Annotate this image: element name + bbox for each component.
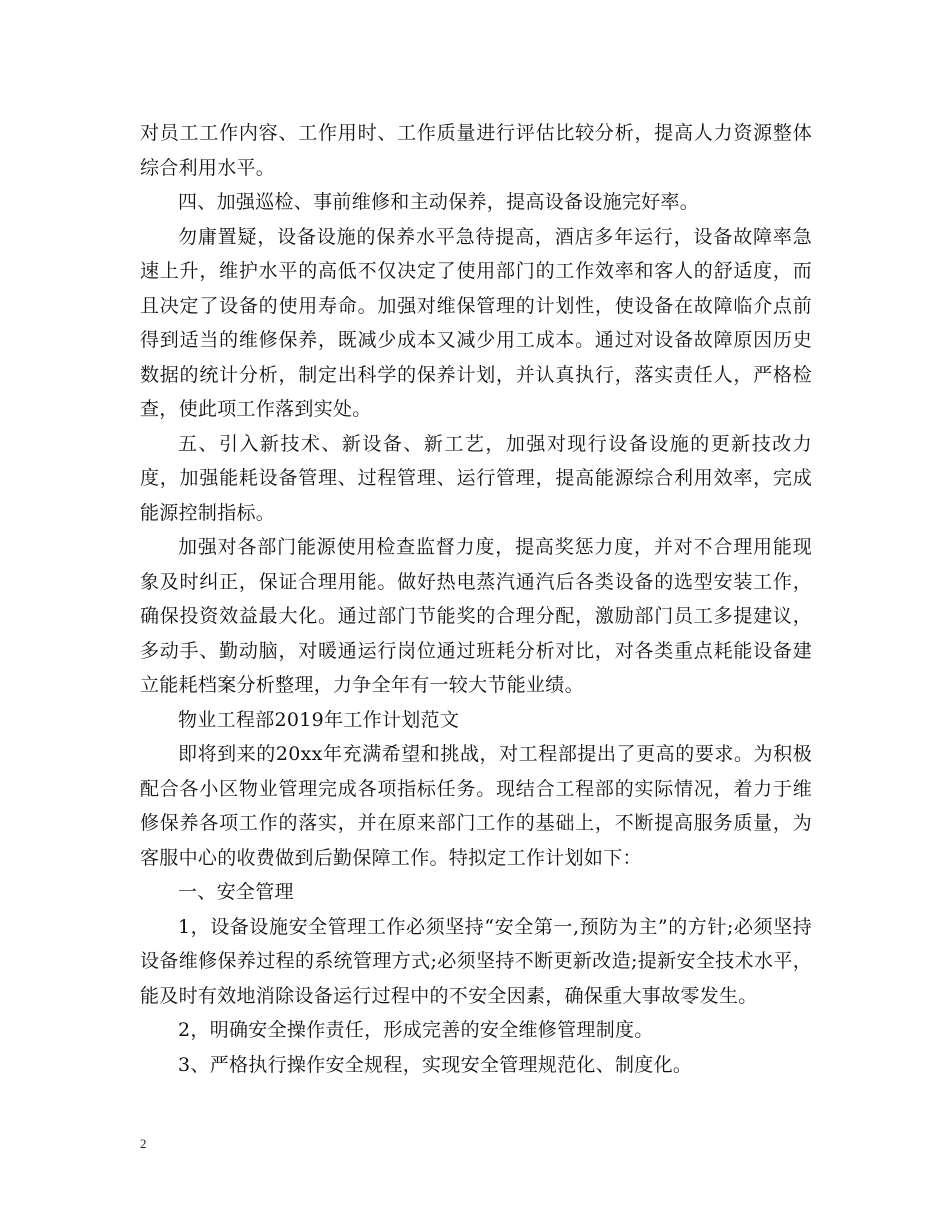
paragraph-section-5-heading: 五、引入新技术、新设备、新工艺，加强对现行设备设施的更新技改力度，加强能耗设备管理、过程管理、运行管理，提高能源综合利用效率，完成能源控制指标。	[140, 432, 812, 524]
paragraph-safety-item-1: 1，设备设施安全管理工作必须坚持“安全第一,预防为主”的方针;必须坚持设备维修保养过程的系统管理方式;必须坚持不断更新改造;提新安全技术水平，能及时有效地消除设备运行过程中的不安全因素，确保重大事故零发生。	[140, 915, 812, 1007]
paragraph-continuation: 对员工工作内容、工作用时、工作质量进行评估比较分析，提高人力资源整体综合利用水平。	[140, 122, 812, 179]
paragraph-section-4-heading: 四、加强巡检、事前维修和主动保养，提高设备设施完好率。	[178, 191, 700, 213]
paragraph-safety-heading: 一、安全管理	[178, 881, 294, 903]
paragraph-safety-item-3: 3、严格执行操作安全规程，实现安全管理规范化、制度化。	[178, 1053, 693, 1076]
paragraph-plan-title: 物业工程部2019年工作计划范文	[178, 708, 460, 731]
document-body	[140, 116, 812, 1082]
paragraph-safety-item-2: 2，明确安全操作责任，形成完善的安全维修管理制度。	[178, 1019, 654, 1041]
paragraph-energy-detail: 加强对各部门能源使用检查监督力度，提高奖惩力度，并对不合理用能现象及时纠正，保证合理用能。做好热电蒸汽通汽后各类设备的选型安装工作，确保投资效益最大化。通过部门节能奖的合理分配，激励部门员工多提建议，多动手、勤动脑，对暖通运行岗位通过班耗分析对比，对各类重点耗能设备建立能耗档案分析整理，力争全年有一较大节能业绩。	[140, 536, 812, 696]
paragraph-maintenance-detail: 勿庸置疑，设备设施的保养水平急待提高，酒店多年运行，设备故障率急速上升，维护水平的高低不仅决定了使用部门的工作效率和客人的舒适度，而且决定了设备的使用寿命。加强对维保管理的计划性，使设备在故障临介点前得到适当的维修保养，既减少成本又减少用工成本。通过对设备故障原因历史数据的统计分析，制定出科学的保养计划，并认真执行，落实责任人，严格检查，使此项工作落到实处。	[140, 225, 812, 420]
paragraph-plan-intro: 即将到来的20xx年充满希望和挑战，对工程部提出了更高的要求。为积极配合各小区物业管理完成各项指标任务。现结合工程部的实际情况，着力于维修保养各项工作的落实，并在原来部门工作的基础上，不断提高服务质量，为客服中心的收费做到后勤保障工作。特拟定工作计划如下：	[140, 743, 812, 869]
page-number: 2	[140, 1136, 147, 1151]
